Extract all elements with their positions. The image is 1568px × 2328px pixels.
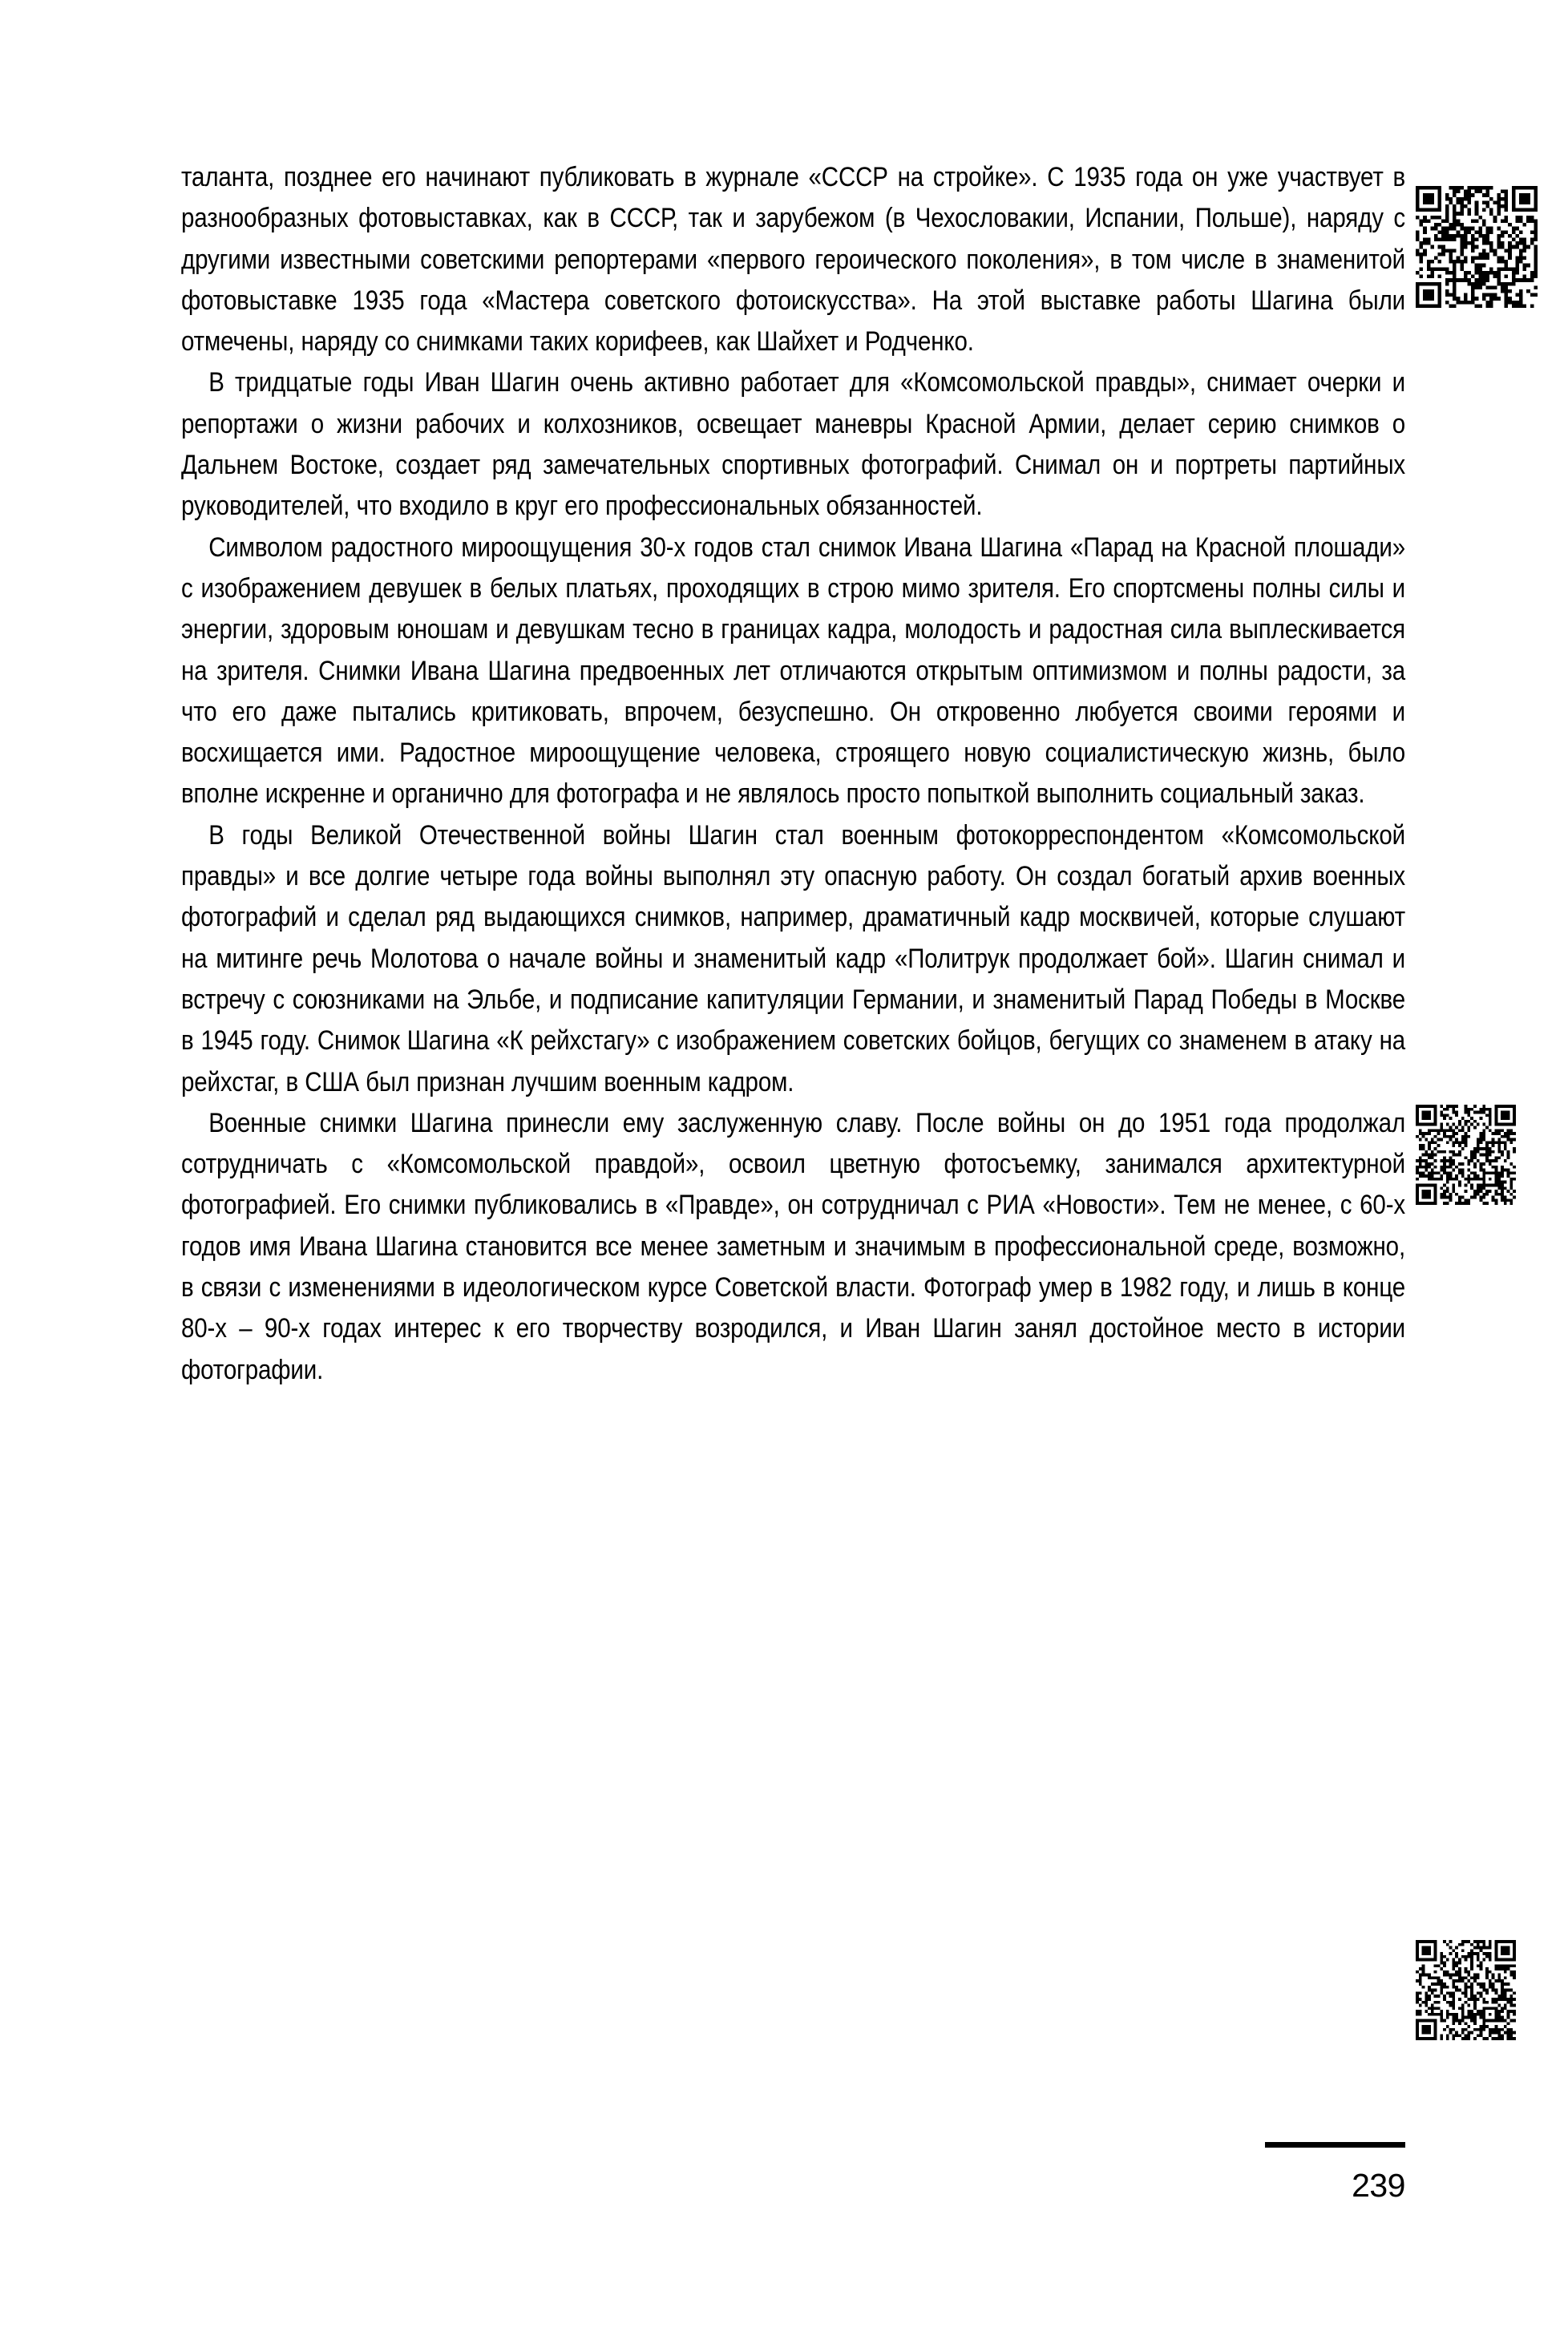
page-number: 239 <box>1352 2167 1405 2204</box>
qr-code-top-icon <box>1416 186 1538 308</box>
page-footer-rule <box>1265 2142 1405 2148</box>
paragraph-2: В тридцатые годы Иван Шагин очень активно работает для «Комсомольской правды», снимает очерки и репортажи о жизни рабочих и колхозников, освещает маневры Красной Армии, делает серию снимков о Дальнем Востоке, создает ряд замечательных спортивных фотографий. Снимал он и портреты партийных руководителей, что входило в круг его профессиональных обязанностей. <box>181 367 1406 522</box>
paragraph-1: таланта, позднее его начинают публиковать в журнале «СССР на стройке». С 1935 года он уже участвует в разнообразных фотовыставках, как в СССР, так и зарубежом (в Чехословакии, Испании, Польше), наряду с другими известными советскими репортерами «первого героического поколения», в том числе в знаменитой фотовыставке 1935 года «Мастера советского фотоискусства». На этой выставке работы Шагина были отмечены, наряду со снимками таких корифеев, как Шайхет и Родченко. <box>181 162 1406 358</box>
qr-code-bottom-icon <box>1416 1940 1516 2040</box>
body-text-column <box>181 157 1405 1391</box>
paragraph-3: Символом радостного мироощущения 30-х годов стал снимок Ивана Шагина «Парад на Красной плошади» с изображением девушек в белых платьях, проходящих в строю мимо зрителя. Его спортсмены полны силы и энергии, здоровым юношам и девушкам тесно в границах кадра, молодость и радостная сила выплескивается на зрителя. Снимки Ивана Шагина предвоенных лет отличаются открытым оптимизмом и полны радости, за что его даже пытались критиковать, впрочем, безуспешно. Он откровенно любуется своими героями и восхищается ими. Радостное мироощущение человека, строящего новую социалистическую жизнь, было вполне искренне и органично для фотографа и не являлось просто попыткой выполнить социальный заказ. <box>181 531 1406 810</box>
paragraph-5: Военные снимки Шагина принесли ему заслуженную славу. После войны он до 1951 года продолжал сотрудничать с «Комсомольской правдой», освоил цветную фотосъемку, занимался архитектурной фотографией. Его снимки публиковались в «Правде», он сотрудничал с РИА «Новости». Тем не менее, с 60-х годов имя Ивана Шагина становится все менее заметным и значимым в профессиональной среде, возможно, в связи с изменениями в идеологическом курсе Советской власти. Фотограф умер в 1982 году, и лишь в конце 80-х – 90-х годах интерес к его творчеству возродился, и Иван Шагин занял достойное место в истории фотографии. <box>181 1107 1406 1385</box>
qr-code-middle-icon <box>1416 1105 1516 1205</box>
paragraph-4: В годы Великой Отечественной войны Шагин стал военным фотокорреспондентом «Комсомольской правды» и все долгие четыре года войны выполнял эту опасную работу. Он создал богатый архив военных фотографий и сделал ряд выдающихся снимков, например, драматичный кадр москвичей, которые слушают на митинге речь Молотова о начале войны и знаменитый кадр «Политрук продолжает бой». Шагин снимал и встречу с союзниками на Эльбе, и подписание капитуляции Германии, и знаменитый Парад Победы в Москве в 1945 году. Снимок Шагина «К рейхстагу» с изображением советских бойцов, бегущих со знаменем в атаку на рейхстаг, в США был признан лучшим военным кадром. <box>181 819 1406 1097</box>
